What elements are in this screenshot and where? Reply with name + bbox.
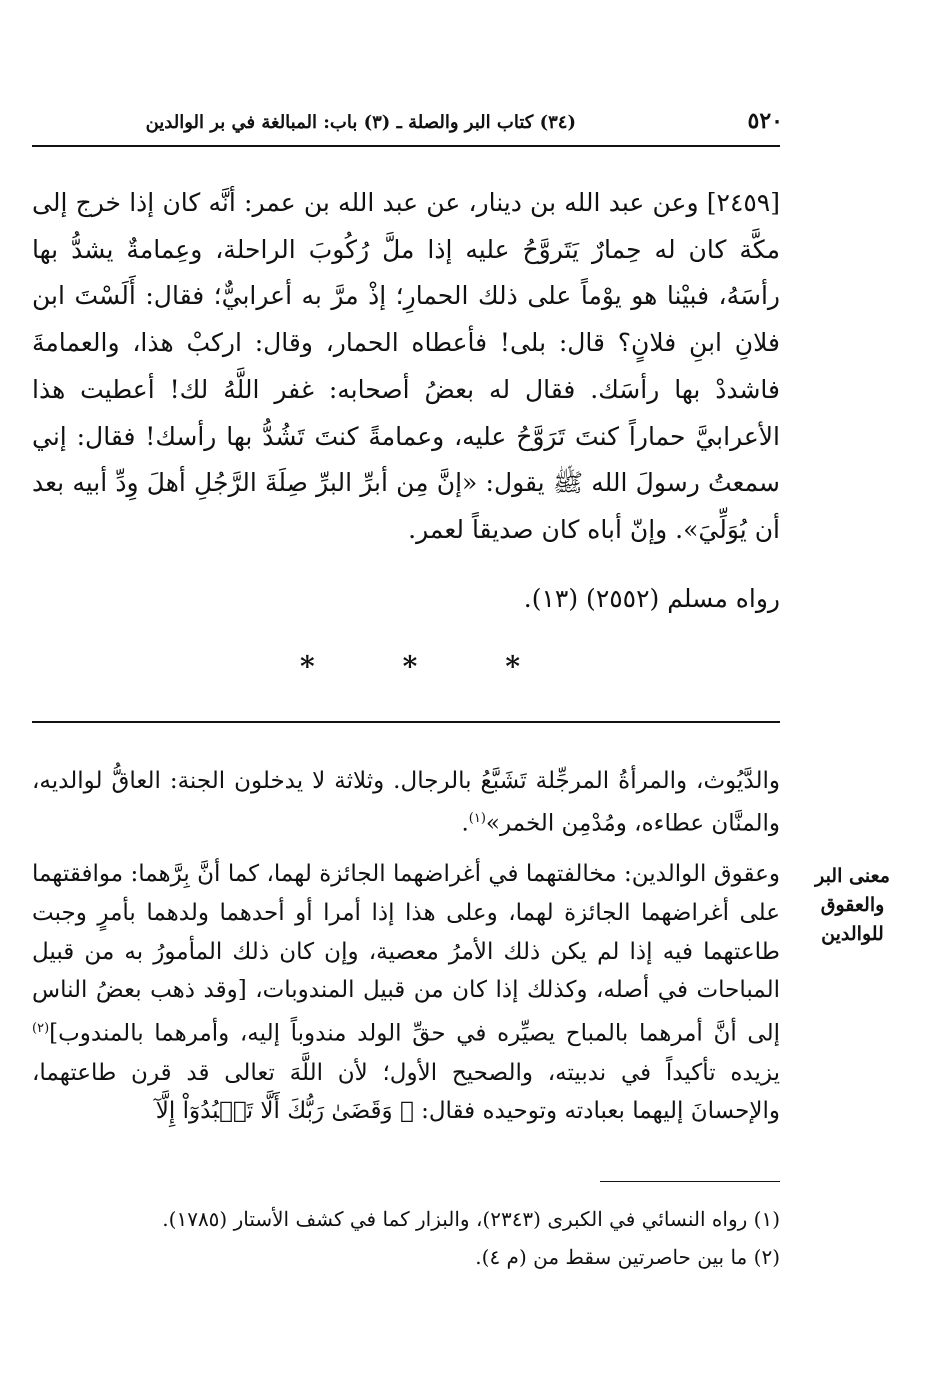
separator-star: * [402, 650, 418, 683]
section-separator [300, 650, 520, 683]
continuation-end: . [461, 810, 469, 837]
paragraph-end: يزيده تأكيداً في ندبيته، والصحيح الأول؛ لأن اللَّهَ تعالى قد قرن طاعتهما، والإحسانَ إليهما بعبادته وتوحيده فقال: ﴿ وَقَضَىٰ رَبُّكَ أَلَّا تَعۡبُدُوٓاْ إِلَّآ [32, 1059, 780, 1125]
hadith-source: رواه مسلم (٢٥٥٢) (١٣). [523, 584, 780, 613]
commentary-rule [32, 721, 780, 723]
separator-star: * [505, 650, 520, 683]
footnotes [32, 1200, 780, 1276]
separator-star: * [300, 650, 315, 683]
hadith-body: وعن عبد الله بن دينار، عن عبد الله بن عمر: أنَّه كان إذا خرج إلى مكَّة كان له حِمارٌ يَتَروَّحُ عليه إذا ملَّ رُكُوبَ الراحلة، وعِمامةٌ يشدُّ بها رأسَهُ، فبيْنا هو يوْماً على ذلك الحمارِ؛ إذْ مرَّ به أعرابيٌّ؛ فقال: أَلَسْتَ ابن فلانِ ابنِ فلانٍ؟ قال: بلى! فأعطاه الحمار، وقال: اركبْ هذا، والعمامةَ فاشددْ بها رأسَك. فقال له بعضُ أصحابه: غفر اللَّهُ لك! أعطيت هذا الأعرابيَّ حماراً كنتَ تَرَوَّحُ عليه، وعمامةً كنتَ تَشُدُّ بها رأسك! فقال: إني سمعتُ رسولَ الله ﷺ يقول: «إنَّ مِن أبرِّ البرِّ صِلَةَ الرَّجُلِ أهلَ وِدِّ أبيه بعد أن يُوَلِّيَ». وإنّ أباه كان صديقاً لعمر. [32, 188, 780, 544]
hadith-text [32, 180, 780, 554]
paragraph-text: وعقوق الوالدين: مخالفتهما في أغراضهما الجائزة لهما، كما أنَّ بِرَّهما: موافقتهما على أغراضهما الجائزة لهما، وعلى هذا إذا أمرا أو أحدهما ولدهما بأمرٍ وجبت طاعتهما فيه إذا لم يكن ذلك الأمرُ معصية، وإن كان ذلك المأمورُ به من قبيل المباحات في أصله، وكذلك إذا كان من قبيل المندوبات، [وقد ذهب بعضُ الناس إلى أنَّ أمرهما بالمباح يصيِّره في حقِّ الولد مندوباً إليه، وأمرهما بالمندوب] [32, 861, 780, 1047]
running-head: (٣٤) كتاب البر والصلة ـ (٣) باب: المبالغة في بر الوالدين [145, 112, 576, 133]
footnote: (١) رواه النسائي في الكبرى (٢٣٤٣)، والبزار كما في كشف الأستار (١٧٨٥). [162, 1207, 780, 1231]
footnote-rule [600, 1181, 780, 1182]
page-number: ٥٢٠ [747, 108, 783, 134]
header-rule [32, 145, 780, 147]
footnote: (٢) ما بين حاصرتين سقط من (م ٤). [475, 1245, 780, 1269]
continuation-text: والدَّيُوث، والمرأةُ المرجِّلة تَشَبَّعُ بالرجال. وثلاثة لا يدخلون الجنة: العاقُّ لوالديه، والمنَّان عطاءه، ومُدْمِن الخمر» [32, 768, 780, 837]
commentary-paragraph [32, 855, 780, 1131]
footnote-marker: (١) [468, 811, 486, 826]
hadith-number: [٢٤٥٩] [706, 188, 780, 217]
footnote-marker: (٢) [32, 1021, 50, 1037]
commentary-continuation [32, 762, 780, 843]
margin-heading: معنى البر والعقوق للوالدين [815, 865, 890, 945]
